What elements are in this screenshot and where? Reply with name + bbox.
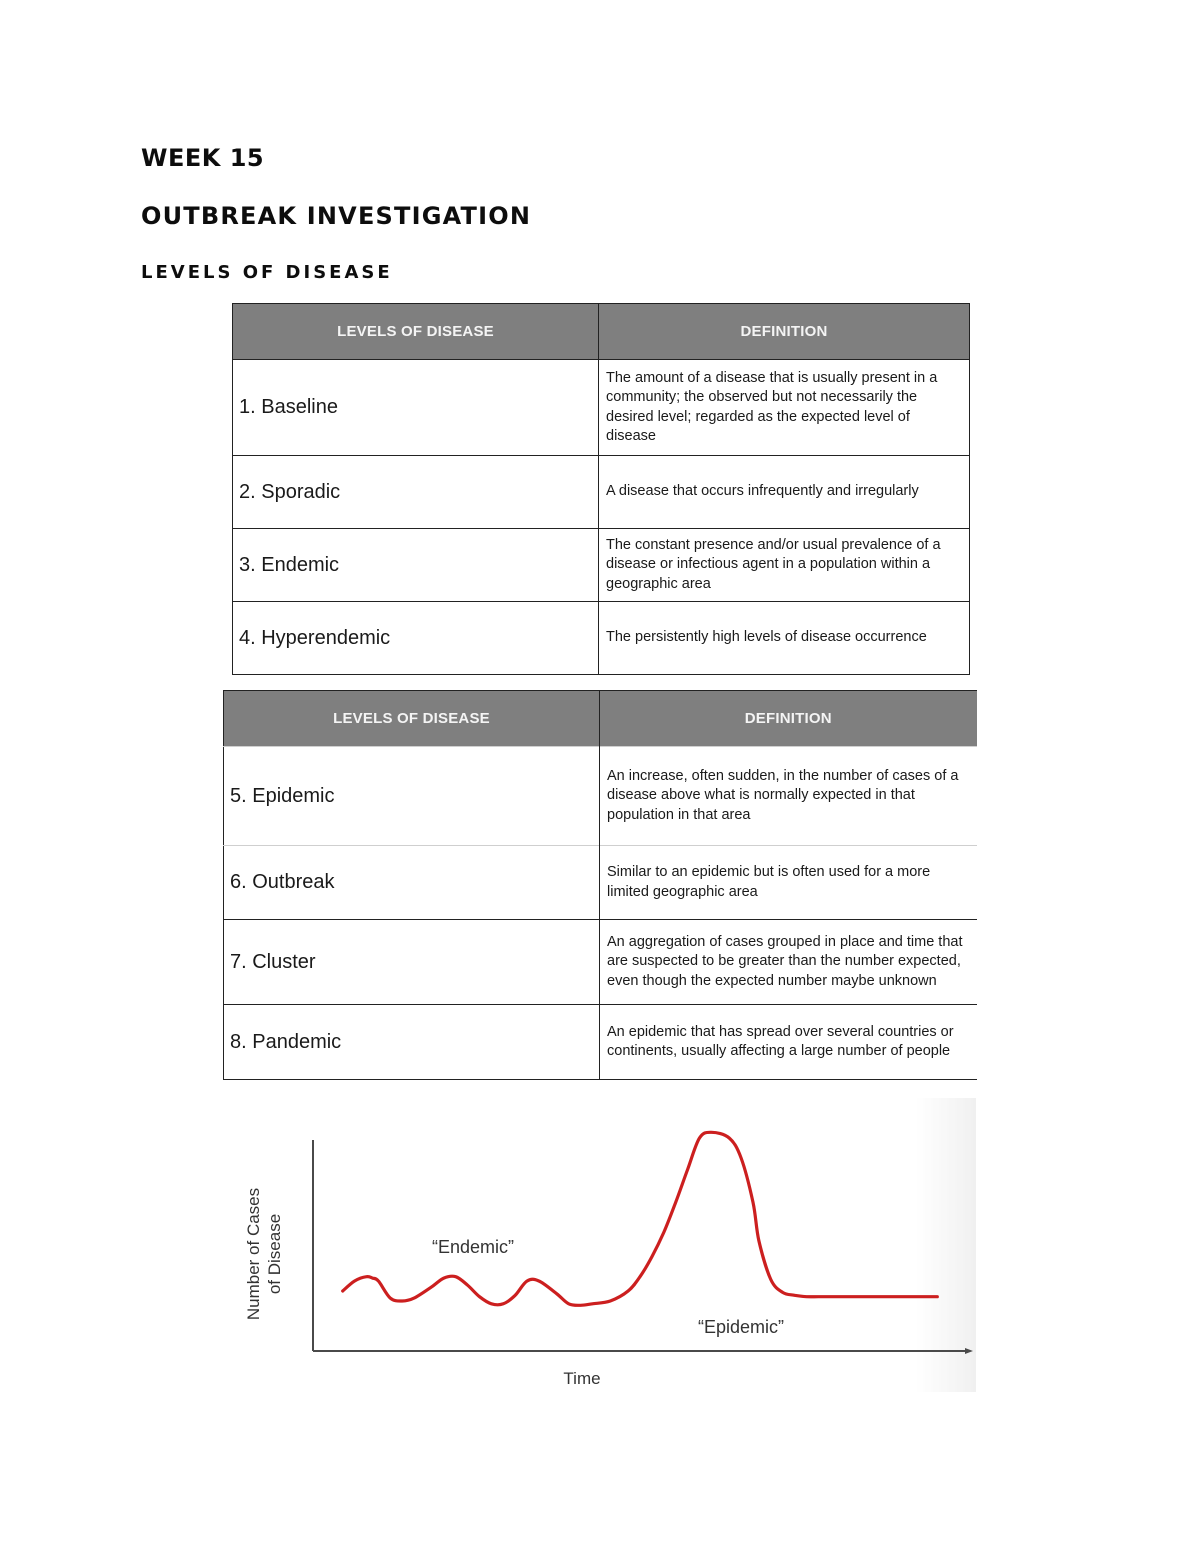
section-title: LEVELS OF DISEASE bbox=[141, 262, 393, 283]
y-axis-label-line-2: of Disease bbox=[265, 1213, 284, 1295]
level-definition: The constant presence and/or usual prevalence of a disease or infectious agent in a population within a geographic area bbox=[599, 529, 970, 602]
column-header-level: LEVELS OF DISEASE bbox=[233, 304, 599, 360]
table-row bbox=[233, 529, 970, 602]
table-row bbox=[233, 602, 970, 675]
table-header-row bbox=[233, 304, 970, 360]
endemic-epidemic-chart bbox=[225, 1098, 976, 1392]
level-name: 5. Epidemic bbox=[224, 747, 600, 846]
levels-of-disease-table-1 bbox=[232, 303, 970, 675]
chart-svg bbox=[225, 1098, 976, 1392]
level-name: 6. Outbreak bbox=[224, 846, 600, 920]
level-name: 7. Cluster bbox=[224, 920, 600, 1005]
y-axis-label-line-1: Number of Cases bbox=[244, 1187, 263, 1321]
levels-of-disease-table-2 bbox=[223, 690, 977, 1080]
table-row bbox=[224, 1005, 977, 1080]
level-definition: A disease that occurs infrequently and irregularly bbox=[599, 456, 970, 529]
level-name: 3. Endemic bbox=[233, 529, 599, 602]
level-definition: Similar to an epidemic but is often used for a more limited geographic area bbox=[600, 846, 977, 920]
level-definition: The amount of a disease that is usually present in a community; the observed but not necessarily the desired level; regarded as the expected level of disease bbox=[599, 360, 970, 456]
table-row bbox=[233, 456, 970, 529]
table-header-row bbox=[224, 691, 977, 747]
x-axis-label: Time bbox=[563, 1369, 601, 1388]
level-definition: An epidemic that has spread over several countries or continents, usually affecting a large number of people bbox=[600, 1005, 977, 1080]
column-header-level: LEVELS OF DISEASE bbox=[224, 691, 600, 747]
level-definition: The persistently high levels of disease occurrence bbox=[599, 602, 970, 675]
table-row bbox=[224, 747, 977, 846]
table-row bbox=[224, 920, 977, 1005]
x-axis-arrowhead bbox=[965, 1348, 973, 1354]
level-name: 4. Hyperendemic bbox=[233, 602, 599, 675]
level-name: 1. Baseline bbox=[233, 360, 599, 456]
series-line-cases bbox=[343, 1132, 938, 1305]
annotation-endemic: “Endemic” bbox=[431, 1237, 515, 1257]
level-name: 8. Pandemic bbox=[224, 1005, 600, 1080]
annotation-epidemic: “Epidemic” bbox=[697, 1317, 785, 1337]
document-title: OUTBREAK INVESTIGATION bbox=[141, 202, 532, 230]
table-row bbox=[224, 846, 977, 920]
level-name: 2. Sporadic bbox=[233, 456, 599, 529]
table-row bbox=[233, 360, 970, 456]
column-header-definition: DEFINITION bbox=[600, 691, 977, 747]
week-title: WEEK 15 bbox=[141, 144, 265, 172]
level-definition: An aggregation of cases grouped in place and time that are suspected to be greater than the number expected, even though the expected number maybe unknown bbox=[600, 920, 977, 1005]
level-definition: An increase, often sudden, in the number of cases of a disease above what is normally expected in that population in that area bbox=[600, 747, 977, 846]
column-header-definition: DEFINITION bbox=[599, 304, 970, 360]
